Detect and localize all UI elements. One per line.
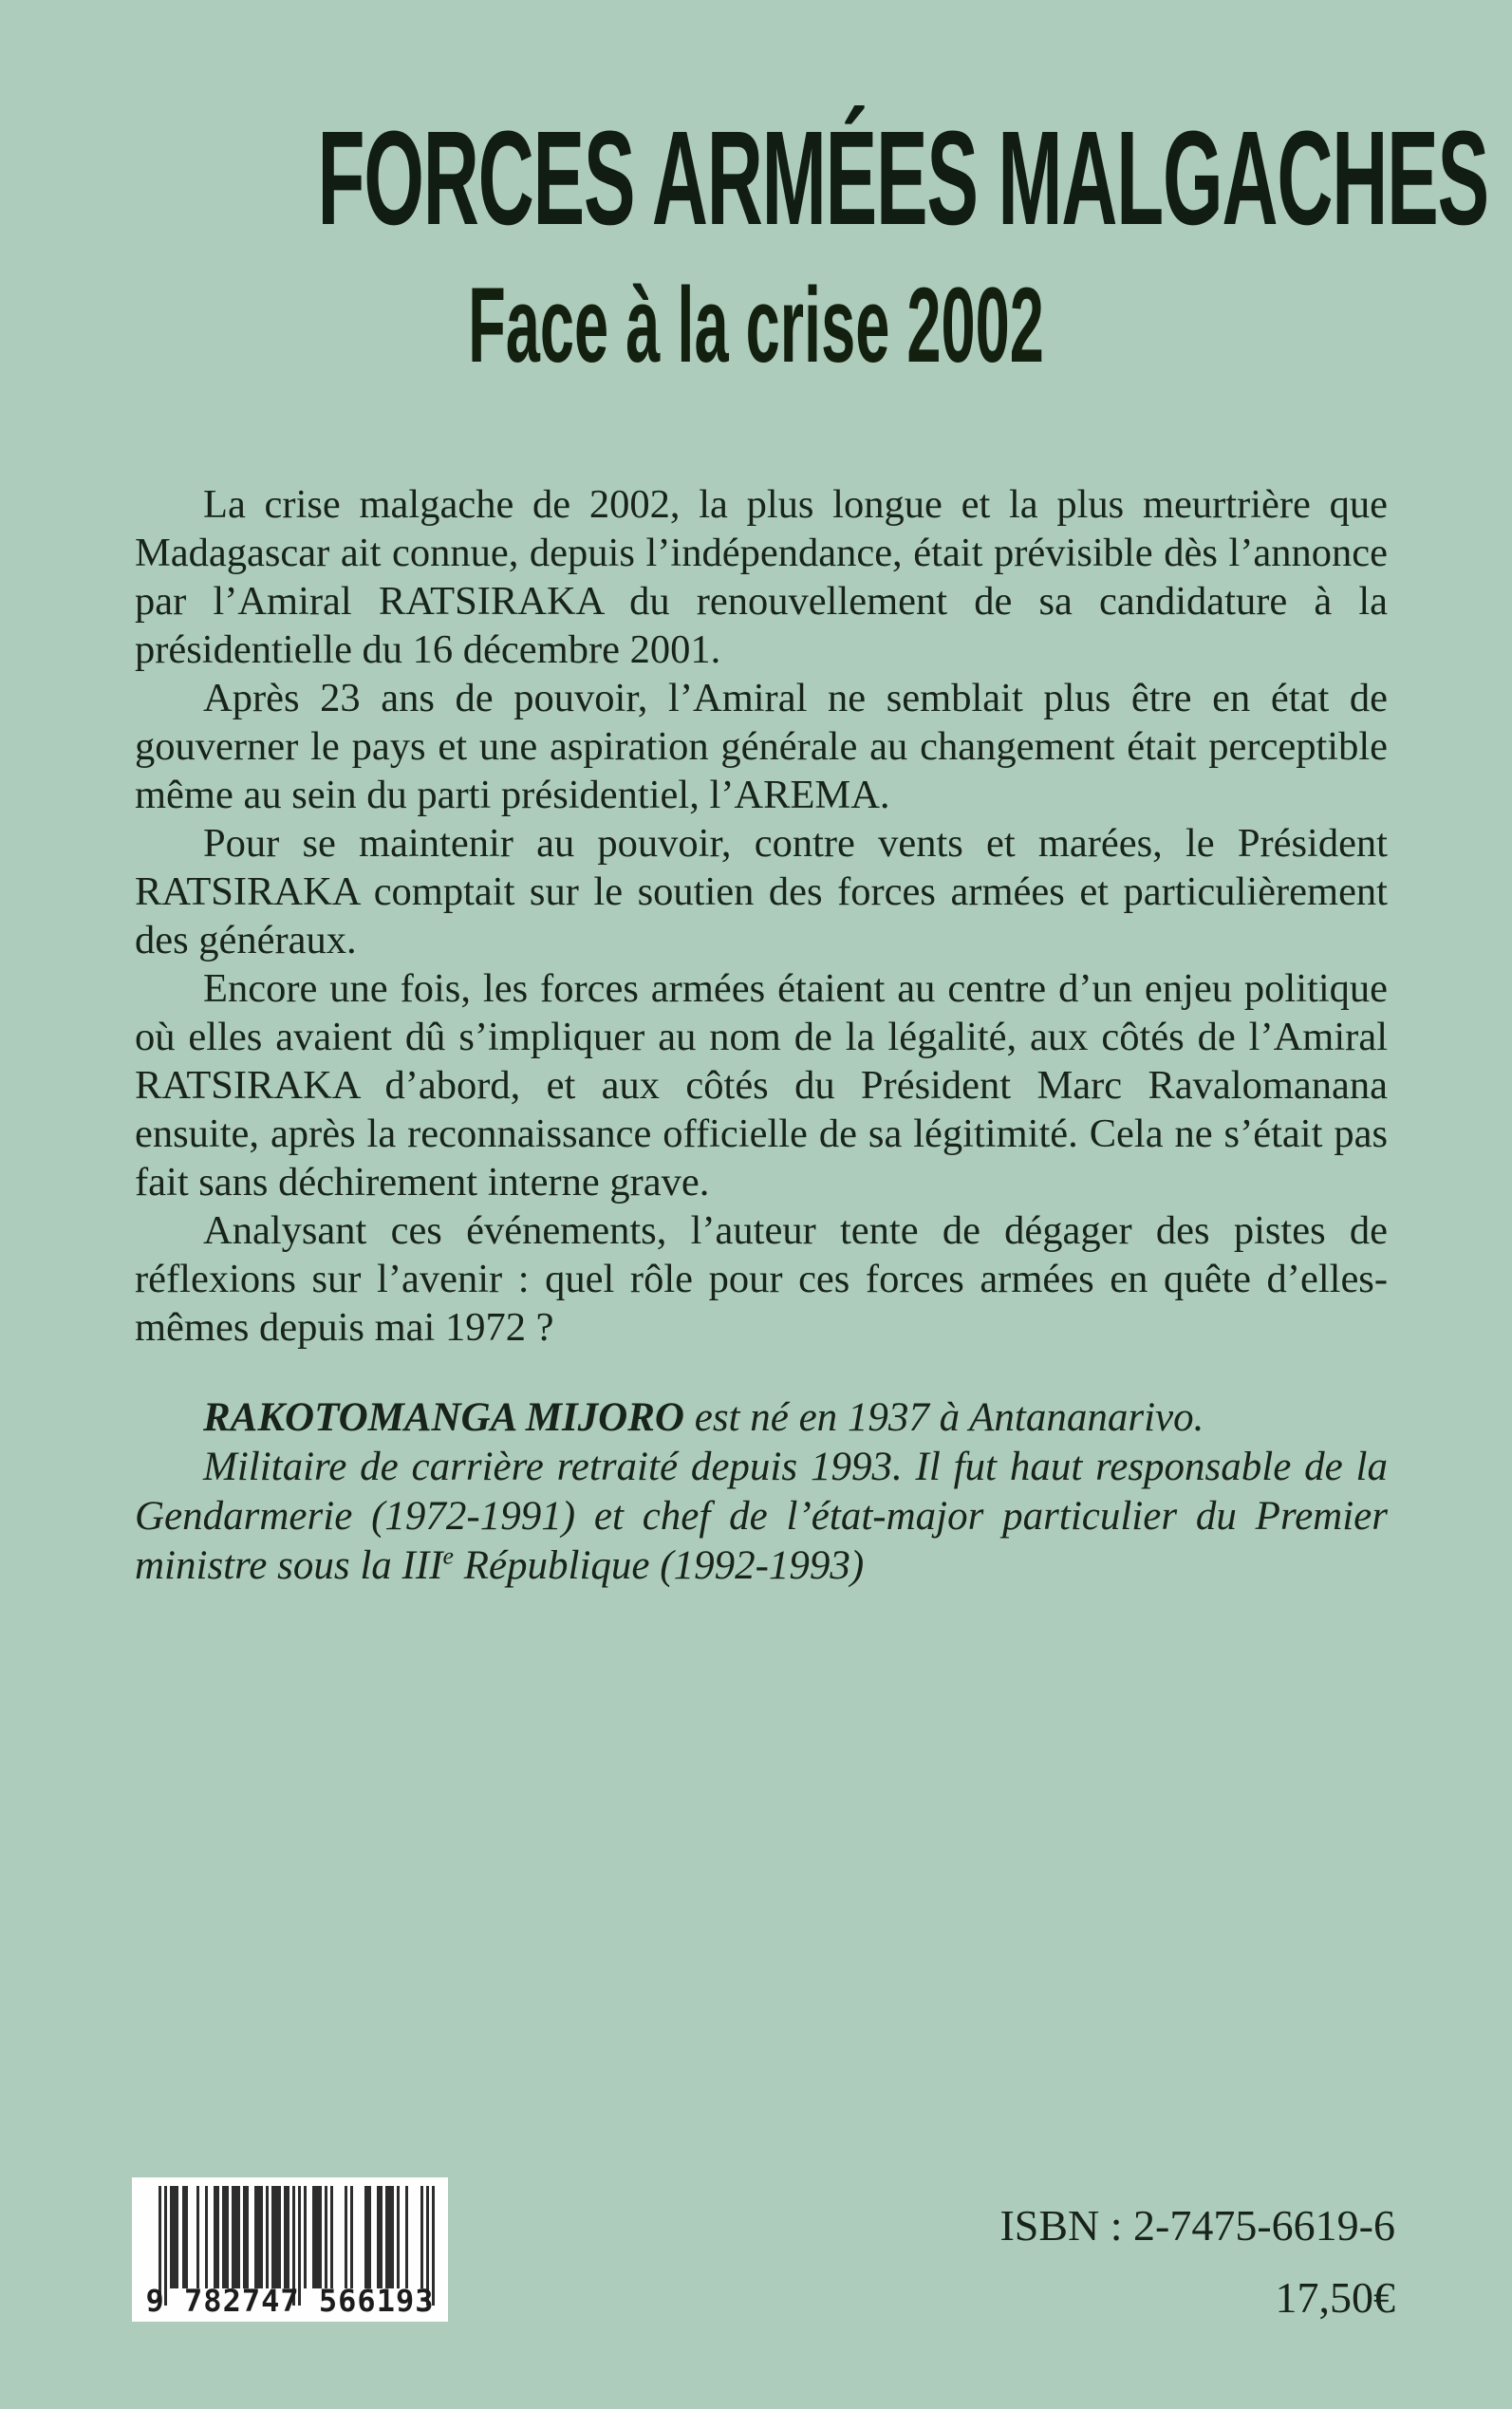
barcode-digits: 9 782747 566193 <box>145 2283 435 2319</box>
author-bio-career <box>135 1443 1388 1591</box>
republic-ordinal-superscript: e <box>442 1541 454 1570</box>
author-bio-career-end: République (1992-1993) <box>453 1543 865 1588</box>
synopsis <box>135 480 1388 1352</box>
synopsis-paragraph: La crise malgache de 2002, la plus longue et la plus meurtrière que Madagascar ait connue, depuis l’indépendance, était prévisible dès l’annonce par l’Amiral RATSIRAKA du renouvellement de sa candidature à la présidentielle du 16 décembre 2001. <box>135 482 1388 672</box>
book-title: FORCES ARMÉES MALGACHES <box>317 103 1488 252</box>
author-bio-birth: est né en 1937 à Antananarivo. <box>683 1395 1204 1440</box>
barcode <box>132 2177 448 2322</box>
synopsis-paragraph: Pour se maintenir au pouvoir, contre vents et marées, le Président RATSIRAKA comptait sur le soutien des forces armées et particulièrement des généraux. <box>135 821 1388 962</box>
synopsis-paragraph: Encore une fois, les forces armées étaient au centre d’un enjeu politique où elles avaient dû s’impliquer au nom de la légalité, aux côtés de l’Amiral RATSIRAKA d’abord, et aux côtés du Président Marc Ravalomanana ensuite, après la reconnaissance officielle de sa légitimité. Cela ne s’était pas fait sans déchirement interne grave. <box>135 966 1388 1204</box>
author-bio-line-1 <box>135 1393 1388 1443</box>
author-bio-career-text: Militaire de carrière retraité depuis 1993. Il fut haut responsable de la Gendarmerie (1972-1991) et chef de l’état-major particulier du Premier ministre sous la III <box>135 1445 1388 1588</box>
isbn-text: ISBN : 2-7475-6619-6 <box>999 2201 1395 2250</box>
author-name: RAKOTOMANGA MIJORO <box>203 1395 684 1440</box>
author-bio <box>135 1393 1388 1591</box>
price-text: 17,50€ <box>1275 2273 1395 2322</box>
synopsis-paragraph: Analysant ces événements, l’auteur tente de dégager des pistes de réflexions sur l’avenir : quel rôle pour ces forces armées en quête d’elles-mêmes depuis mai 1972 ? <box>135 1208 1388 1350</box>
book-subtitle: Face à la crise 2002 <box>468 266 1044 384</box>
synopsis-paragraph: Après 23 ans de pouvoir, l’Amiral ne semblait plus être en état de gouverner le pays et une aspiration générale au changement était perceptible même au sein du parti présidentiel, l’AREMA. <box>135 676 1388 817</box>
